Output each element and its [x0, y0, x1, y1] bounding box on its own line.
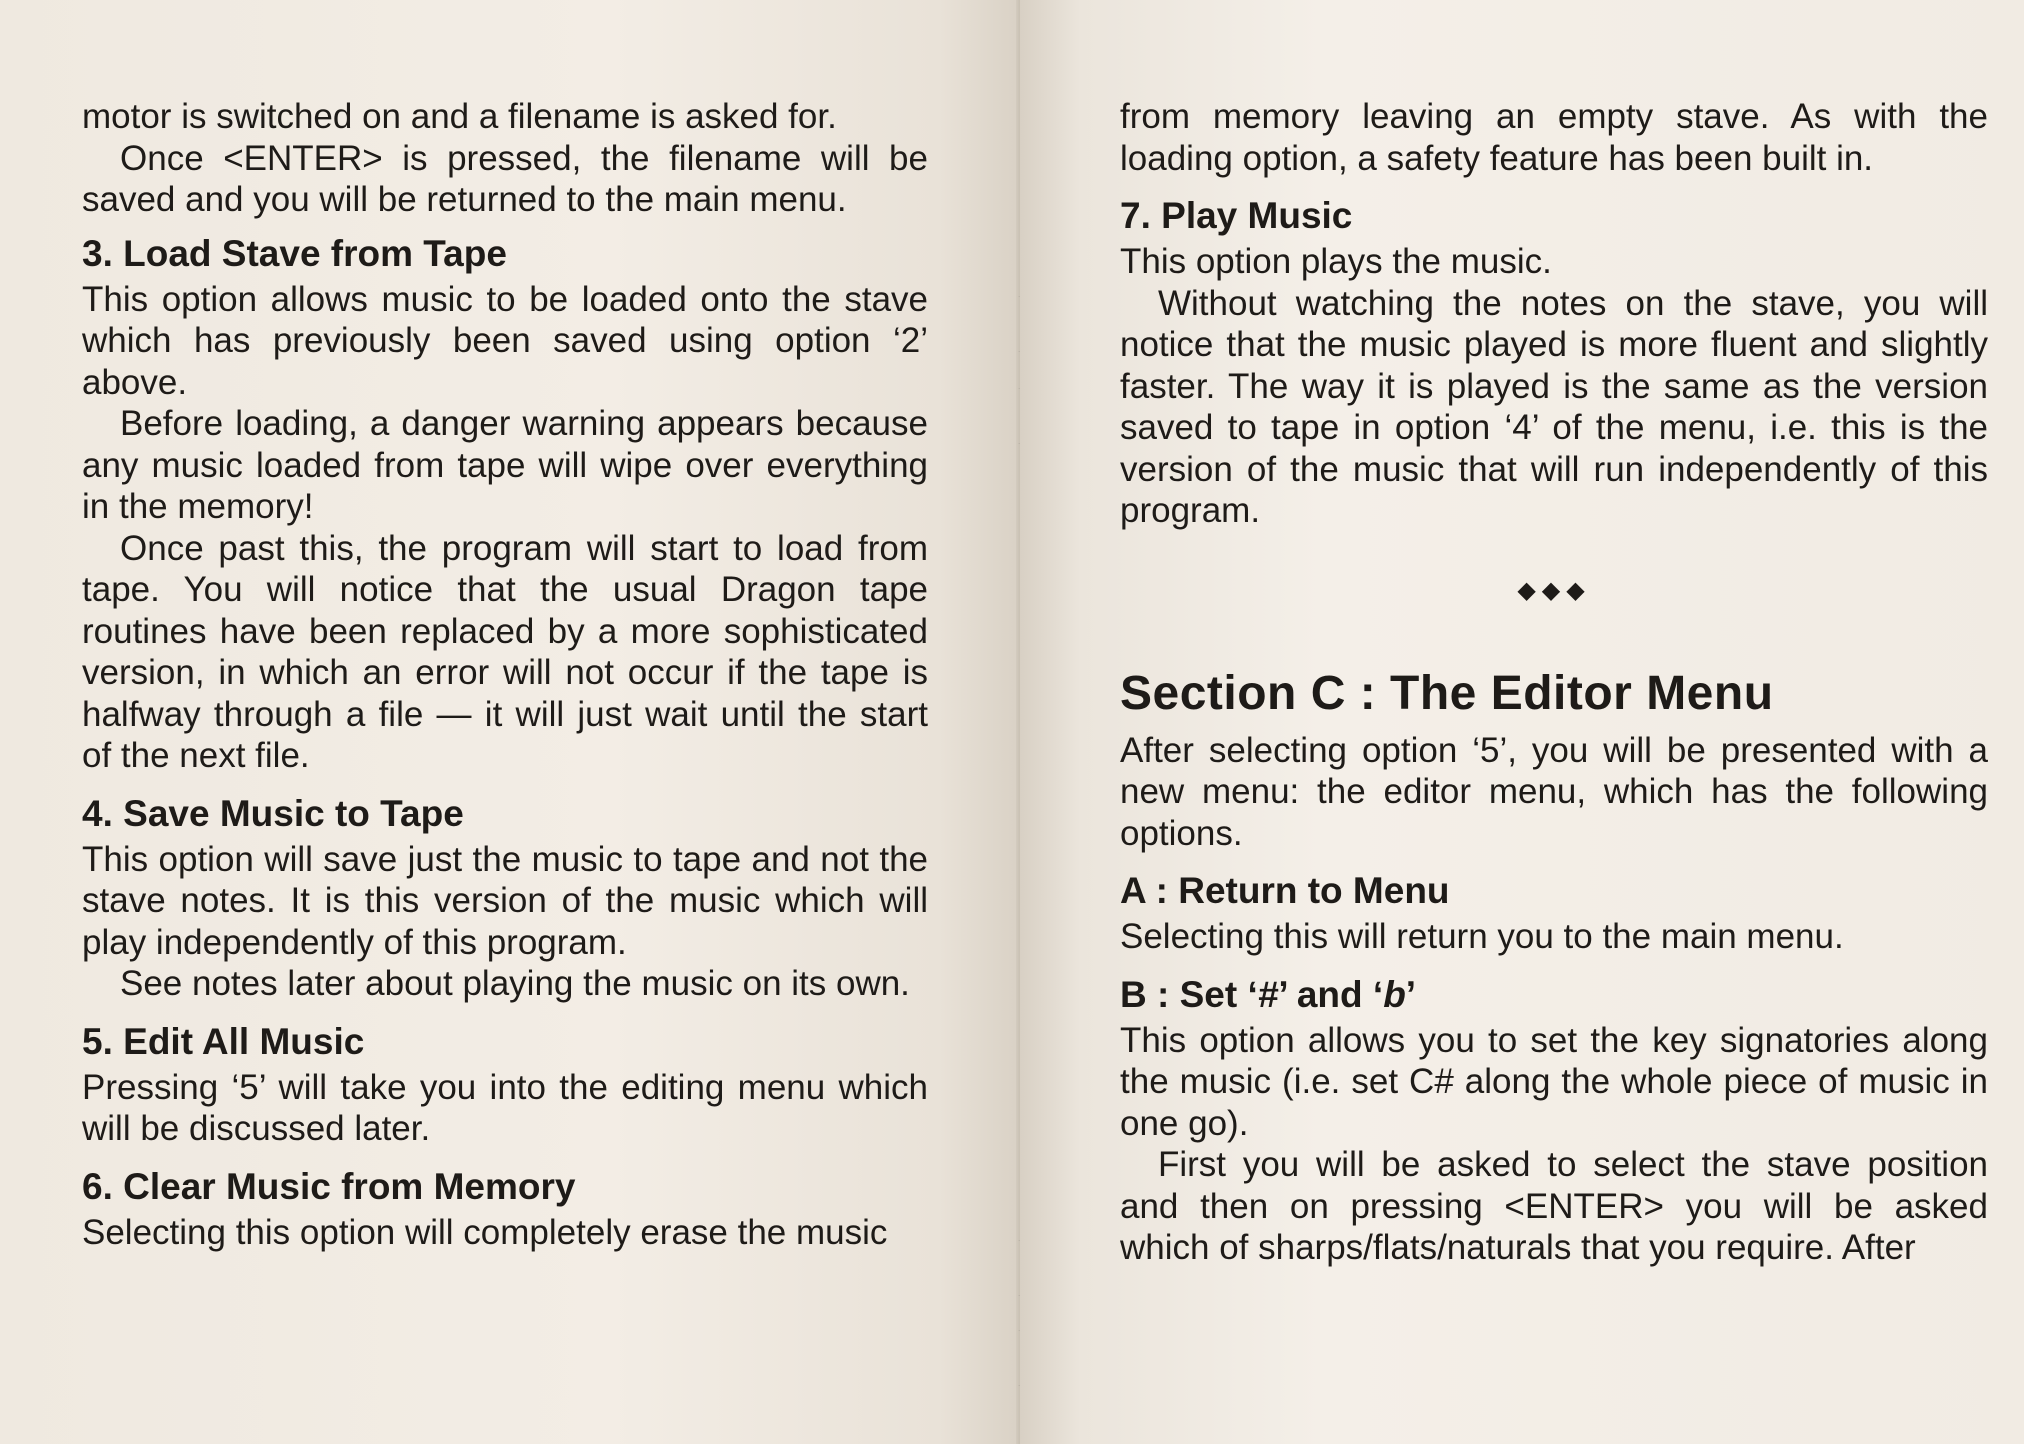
section-3-paragraph-1: This option allows music to be loaded onto the stave which has previously been saved using option ‘2’ above. [82, 279, 928, 402]
section-5-paragraph-1: Pressing ‘5’ will take you into the editing menu which will be discussed later. [82, 1067, 928, 1148]
option-b-heading-pre: B : Set ‘ [1120, 973, 1258, 1015]
section-6-heading: 6. Clear Music from Memory [82, 1165, 576, 1207]
intro-paragraph-2: Once <ENTER> is pressed, the filename will be saved and you will be returned to the main menu. [82, 138, 928, 219]
section-4-heading: 4. Save Music to Tape [82, 792, 464, 834]
section-4-paragraph-2: See notes later about playing the music on its own. [120, 964, 910, 1003]
section-7-heading: 7. Play Music [1120, 195, 1353, 236]
option-a-paragraph-1: Selecting this will return you to the main menu. [1120, 917, 1844, 956]
continued-paragraph: from memory leaving an empty stave. As with the loading option, a safety feature has been built in. [1120, 97, 1988, 178]
section-c-paragraph-1: After selecting option ‘5’, you will be presented with a new menu: the editor menu, which has the following options. [1120, 730, 1988, 853]
left-column [82, 96, 928, 1253]
option-b-heading-mid: ’ and ‘ [1278, 973, 1384, 1015]
right-page [1020, 0, 2024, 1444]
flat-symbol: b [1383, 973, 1406, 1015]
option-a-heading: A : Return to Menu [1120, 870, 1450, 911]
right-column [1120, 96, 1988, 1269]
section-3-paragraph-3: Once past this, the program will start to load from tape. You will notice that the usual Dragon tape routines have been replaced by a more sophisticated version, in which an error will not occur if the tape is halfway through a file — it will just wait until the start of the next file. [82, 528, 928, 775]
section-4-paragraph-1: This option will save just the music to tape and not the stave notes. It is this version of the music which will play independently of this program. [82, 839, 928, 962]
section-3-paragraph-2: Before loading, a danger warning appears because any music loaded from tape will wipe over everything in the memory! [82, 404, 928, 526]
option-b-heading [1120, 974, 1988, 1016]
section-3-heading: 3. Load Stave from Tape [82, 232, 507, 274]
option-b-heading-post: ’ [1405, 973, 1417, 1015]
section-divider: ◆◆◆ [1517, 576, 1591, 604]
section-6-paragraph-1: Selecting this option will completely erase the music [82, 1212, 888, 1252]
section-c-heading: Section C : The Editor Menu [1120, 666, 1774, 720]
option-b-paragraph-2: First you will be asked to select the stave position and then on pressing <ENTER> you will be asked which of sharps/flats/naturals that you require. After [1120, 1145, 1988, 1267]
section-5-heading: 5. Edit All Music [82, 1020, 365, 1062]
sharp-symbol: # [1257, 973, 1279, 1015]
section-7-paragraph-2: Without watching the notes on the stave, you will notice that the music played is more fluent and slightly faster. The way it is played is the same as the version saved to tape in option ‘4’ of the menu, i.e. this is the version of the music that will run independently of this program. [1120, 283, 1988, 530]
section-7-paragraph-1: This option plays the music. [1120, 242, 1552, 281]
intro-paragraph-1: motor is switched on and a filename is asked for. [82, 97, 837, 136]
option-b-paragraph-1: This option allows you to set the key signatories along the music (i.e. set C# along the whole piece of music in one go). [1120, 1020, 1988, 1143]
